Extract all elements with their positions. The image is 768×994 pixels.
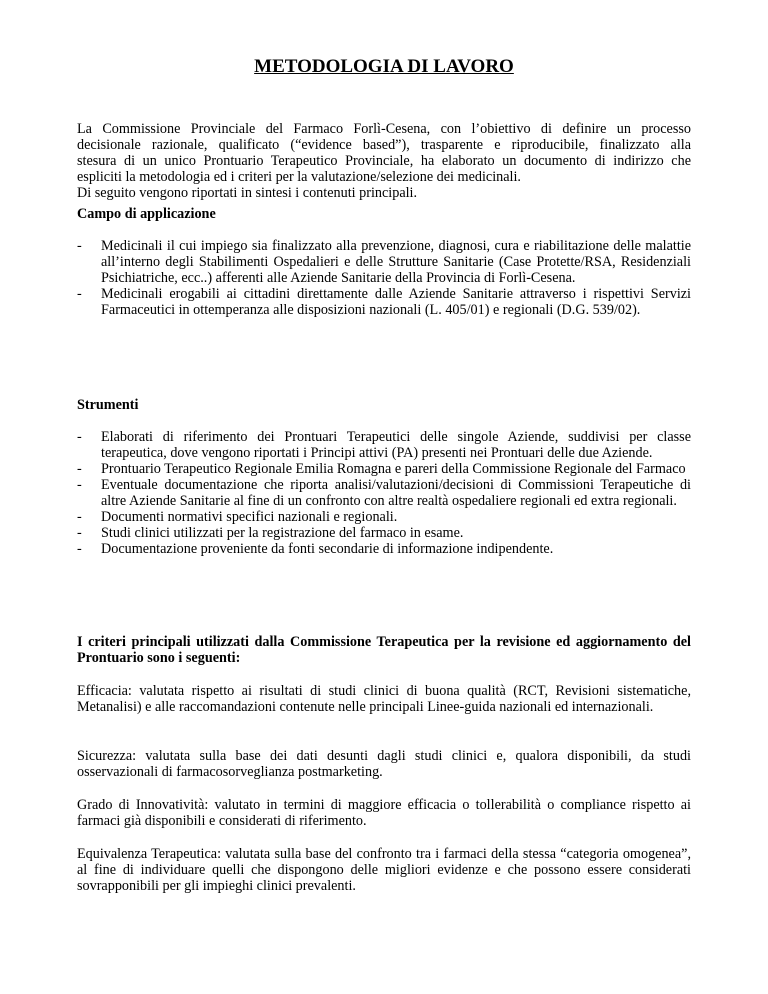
intro-paragraph (77, 121, 691, 201)
list-item: - Eventuale documentazione che riporta analisi/valutazioni/decisioni di Commissioni Terapeutiche di altre Aziende Sanitarie al fine di un confronto con altre realtà ospedaliere regionali ed extra regionali. (77, 477, 691, 509)
list-item: - Documenti normativi specifici nazionali e regionali. (77, 509, 691, 525)
criterion-efficacia: Efficacia: valutata rispetto ai risultati di studi clinici di buona qualità (RCT, Revisioni sistematiche, Metanalisi) e alle raccomandazioni contenute nelle principali Linee-guida nazionali ed internazionali. (77, 683, 691, 715)
intro-line: decisionale razionale, qualificato (“evidence based”), trasparente e riproducibile, finalizzato alla (77, 137, 691, 153)
intro-line: stesura di un unico Prontuario Terapeutico Provinciale, ha elaborato un documento di indirizzo che (77, 153, 691, 169)
page-title: METODOLOGIA DI LAVORO (254, 56, 514, 77)
campo-list (77, 238, 691, 318)
criterion-sicurezza: Sicurezza: valutata sulla base dei dati desunti dagli studi clinici e, qualora disponibili, da studi osservazionali di farmacosorveglianza postmarketing. (77, 748, 691, 780)
list-item: - Medicinali erogabili ai cittadini direttamente dalle Aziende Sanitarie attraverso i rispettivi Servizi Farmaceutici in ottemperanza alle disposizioni nazionali (L. 405/01) e regionali (D.G. 539/02). (77, 286, 691, 318)
intro-line: La Commissione Provinciale del Farmaco Forlì-Cesena, con l’obiettivo di definire un processo (77, 121, 691, 137)
strumenti-list (77, 429, 691, 557)
criterion-equivalenza: Equivalenza Terapeutica: valutata sulla base del confronto tra i farmaci della stessa “categoria omogenea”, al fine di individuare quelli che dispongono delle migliori evidenze e che possono essere considerati sovrapponibili per gli impieghi clinici prevalenti. (77, 846, 691, 894)
list-item: - Medicinali il cui impiego sia finalizzato alla prevenzione, diagnosi, cura e riabilitazione delle malattie all’interno degli Stabilimenti Ospedalieri e delle Strutture Sanitarie (Case Protette/RSA, Residenziali Psichiatriche, ecc..) afferenti alle Aziende Sanitarie della Provincia di Forlì-Cesena. (77, 238, 691, 286)
list-item: - Studi clinici utilizzati per la registrazione del farmaco in esame. (77, 525, 691, 541)
intro-line: Di seguito vengono riportati in sintesi i contenuti principali. (77, 185, 418, 201)
section-heading-strumenti: Strumenti (77, 397, 139, 413)
list-item: - Documentazione proveniente da fonti secondarie di informazione indipendente. (77, 541, 691, 557)
list-item: - Elaborati di riferimento dei Prontuari Terapeutici delle singole Aziende, suddivisi per classe terapeutica, dove vengono riportati i Principi attivi (PA) presenti nei Prontuari delle due Aziende. (77, 429, 691, 461)
intro-line: espliciti la metodologia ed i criteri per la valutazione/selezione dei medicinali. (77, 169, 521, 185)
section-heading-campo: Campo di applicazione (77, 206, 216, 222)
section-heading-criteri: I criteri principali utilizzati dalla Commissione Terapeutica per la revisione ed aggiornamento del Prontuario sono i seguenti: (77, 634, 691, 666)
list-item: - Prontuario Terapeutico Regionale Emilia Romagna e pareri della Commissione Regionale del Farmaco (77, 461, 691, 477)
criterion-innovativita: Grado di Innovatività: valutato in termini di maggiore efficacia o tollerabilità o compliance rispetto ai farmaci già disponibili e considerati di riferimento. (77, 797, 691, 829)
